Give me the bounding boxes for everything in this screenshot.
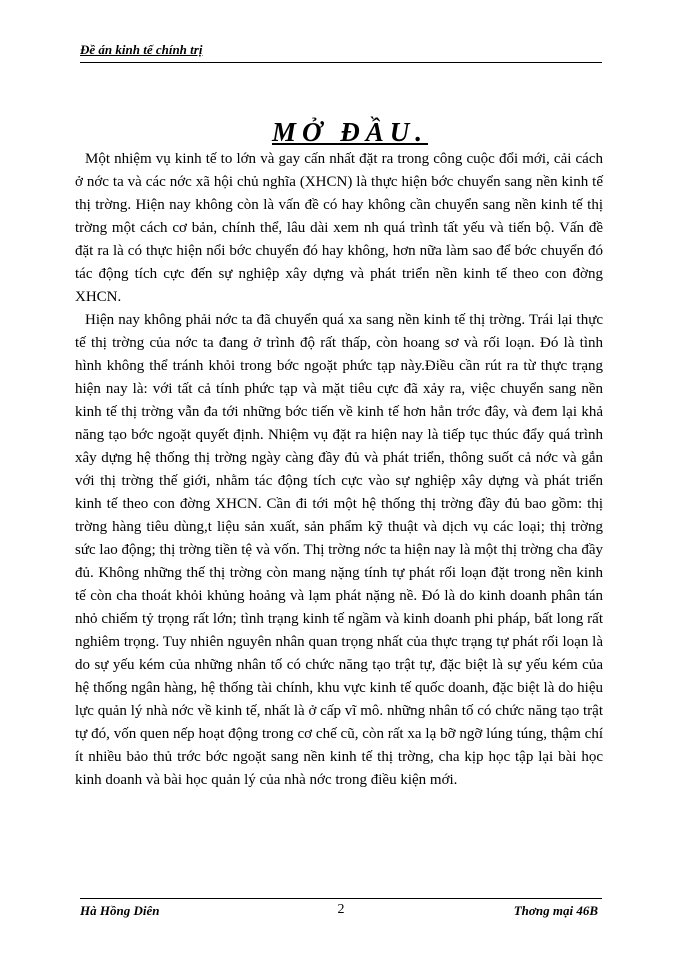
page-header [80, 42, 602, 63]
header-title: Đề án kinh tế chính trị [80, 42, 203, 57]
page-number: 2 [337, 902, 345, 917]
footer-class: Thơng mại 46B [513, 903, 598, 918]
document-body [75, 148, 603, 792]
footer-author: Hà Hồng Diên [80, 903, 160, 918]
document-title: MỞ ĐẦU. [271, 117, 428, 147]
paragraph: Một nhiệm vụ kinh tế to lớn và gay cấn nhất đặt ra trong công cuộc đổi mới, cải cách ở nớc ta và các nớc xã hội chủ nghĩa (XHCN) là thực hiện bớc chuyển sang nền kinh tế thị trờng. Hiện nay không còn là vấn đề có hay không cần chuyển sang nền kinh tế thị trờng một cách cơ bản, chính thể, lâu dài xem nh quá trình tất yếu và tiến bộ. Vấn đề đặt ra là có thực hiện nổi bớc chuyển đó hay không, hơn nữa làm sao để bớc chuyển đó tác động tích cực đến sự nghiệp xây dựng và phát triển nền kinh tế theo con đờng XHCN. [75, 151, 603, 305]
paragraph: Hiện nay không phải nớc ta đã chuyển quá xa sang nền kinh tế thị trờng. Trái lại thực tế thị trờng của nớc ta đang ở trình độ rất thấp, còn hoang sơ và rối loạn. Đó là tình hình không thể tránh khỏi trong bớc ngoặt phức tạp này.Điều cần rút ra từ thực trạng hiện nay là: với tất cả tính phức tạp và mặt tiêu cực đã xảy ra, việc chuyển sang nền kinh tế thị trờng vẫn đa tới những bớc tiến về kinh tế hơn hẳn trớc đây, và đem lại khả năng tạo bớc ngoặt quyết định. Nhiệm vụ đặt ra hiện nay là tiếp tục thúc đẩy quá trình xây dựng hệ thống thị trờng ngày càng đầy đủ và phát triển, thông suốt cả nớc và gắn với thị trờng thế giới, nhằm tác động tích cực vào sự nghiệp xây dựng và phát triển kinh tế theo con đờng XHCN. Cần đi tới một hệ thống thị trờng đầy đủ bao gồm: thị trờng hàng tiêu dùng,t liệu sản xuất, sản phẩm kỹ thuật và dịch vụ các loại; thị trờng sức lao động; thị trờng tiền tệ và vốn. Thị trờng nớc ta hiện nay là một thị trờng cha đầy đủ. Không những thế thị trờng còn mang nặng tính tự phát rối loạn đặt trong nền kinh tế còn cha thoát khỏi khủng hoảng và lạm phát nặng nề. Đó là do kinh doanh phân tán nhỏ chiếm tỷ trọng rất lớn; tình trạng kinh tế ngầm và kinh doanh phi pháp, bất long rất nghiêm trọng. Tuy nhiên nguyên nhân quan trọng nhất của thực trạng tự phát rối loạn là do sự yếu kém của những nhân tố có chức năng tạo trật tự, đặc biệt là sự yếu kém của hệ thống ngân hàng, hệ thống tài chính, khu vực kinh tế quốc doanh, đặc biệt là do hiệu lực quản lý nhà nớc về kinh tế, nhất là ở cấp vĩ mô. những nhân tố có chức năng tạo trật tự đó, vốn quen nếp hoạt động trong cơ chế cũ, còn rất xa lạ bỡ ngỡ lúng túng, thậm chí ít nhiều bảo thủ trớc bớc ngoặt sang nền kinh tế thị trờng, cha kịp học tập lại bài học kinh doanh và bài học quản lý của nhà nớc trong điều kiện mới. [75, 312, 603, 788]
page-footer [80, 898, 602, 921]
